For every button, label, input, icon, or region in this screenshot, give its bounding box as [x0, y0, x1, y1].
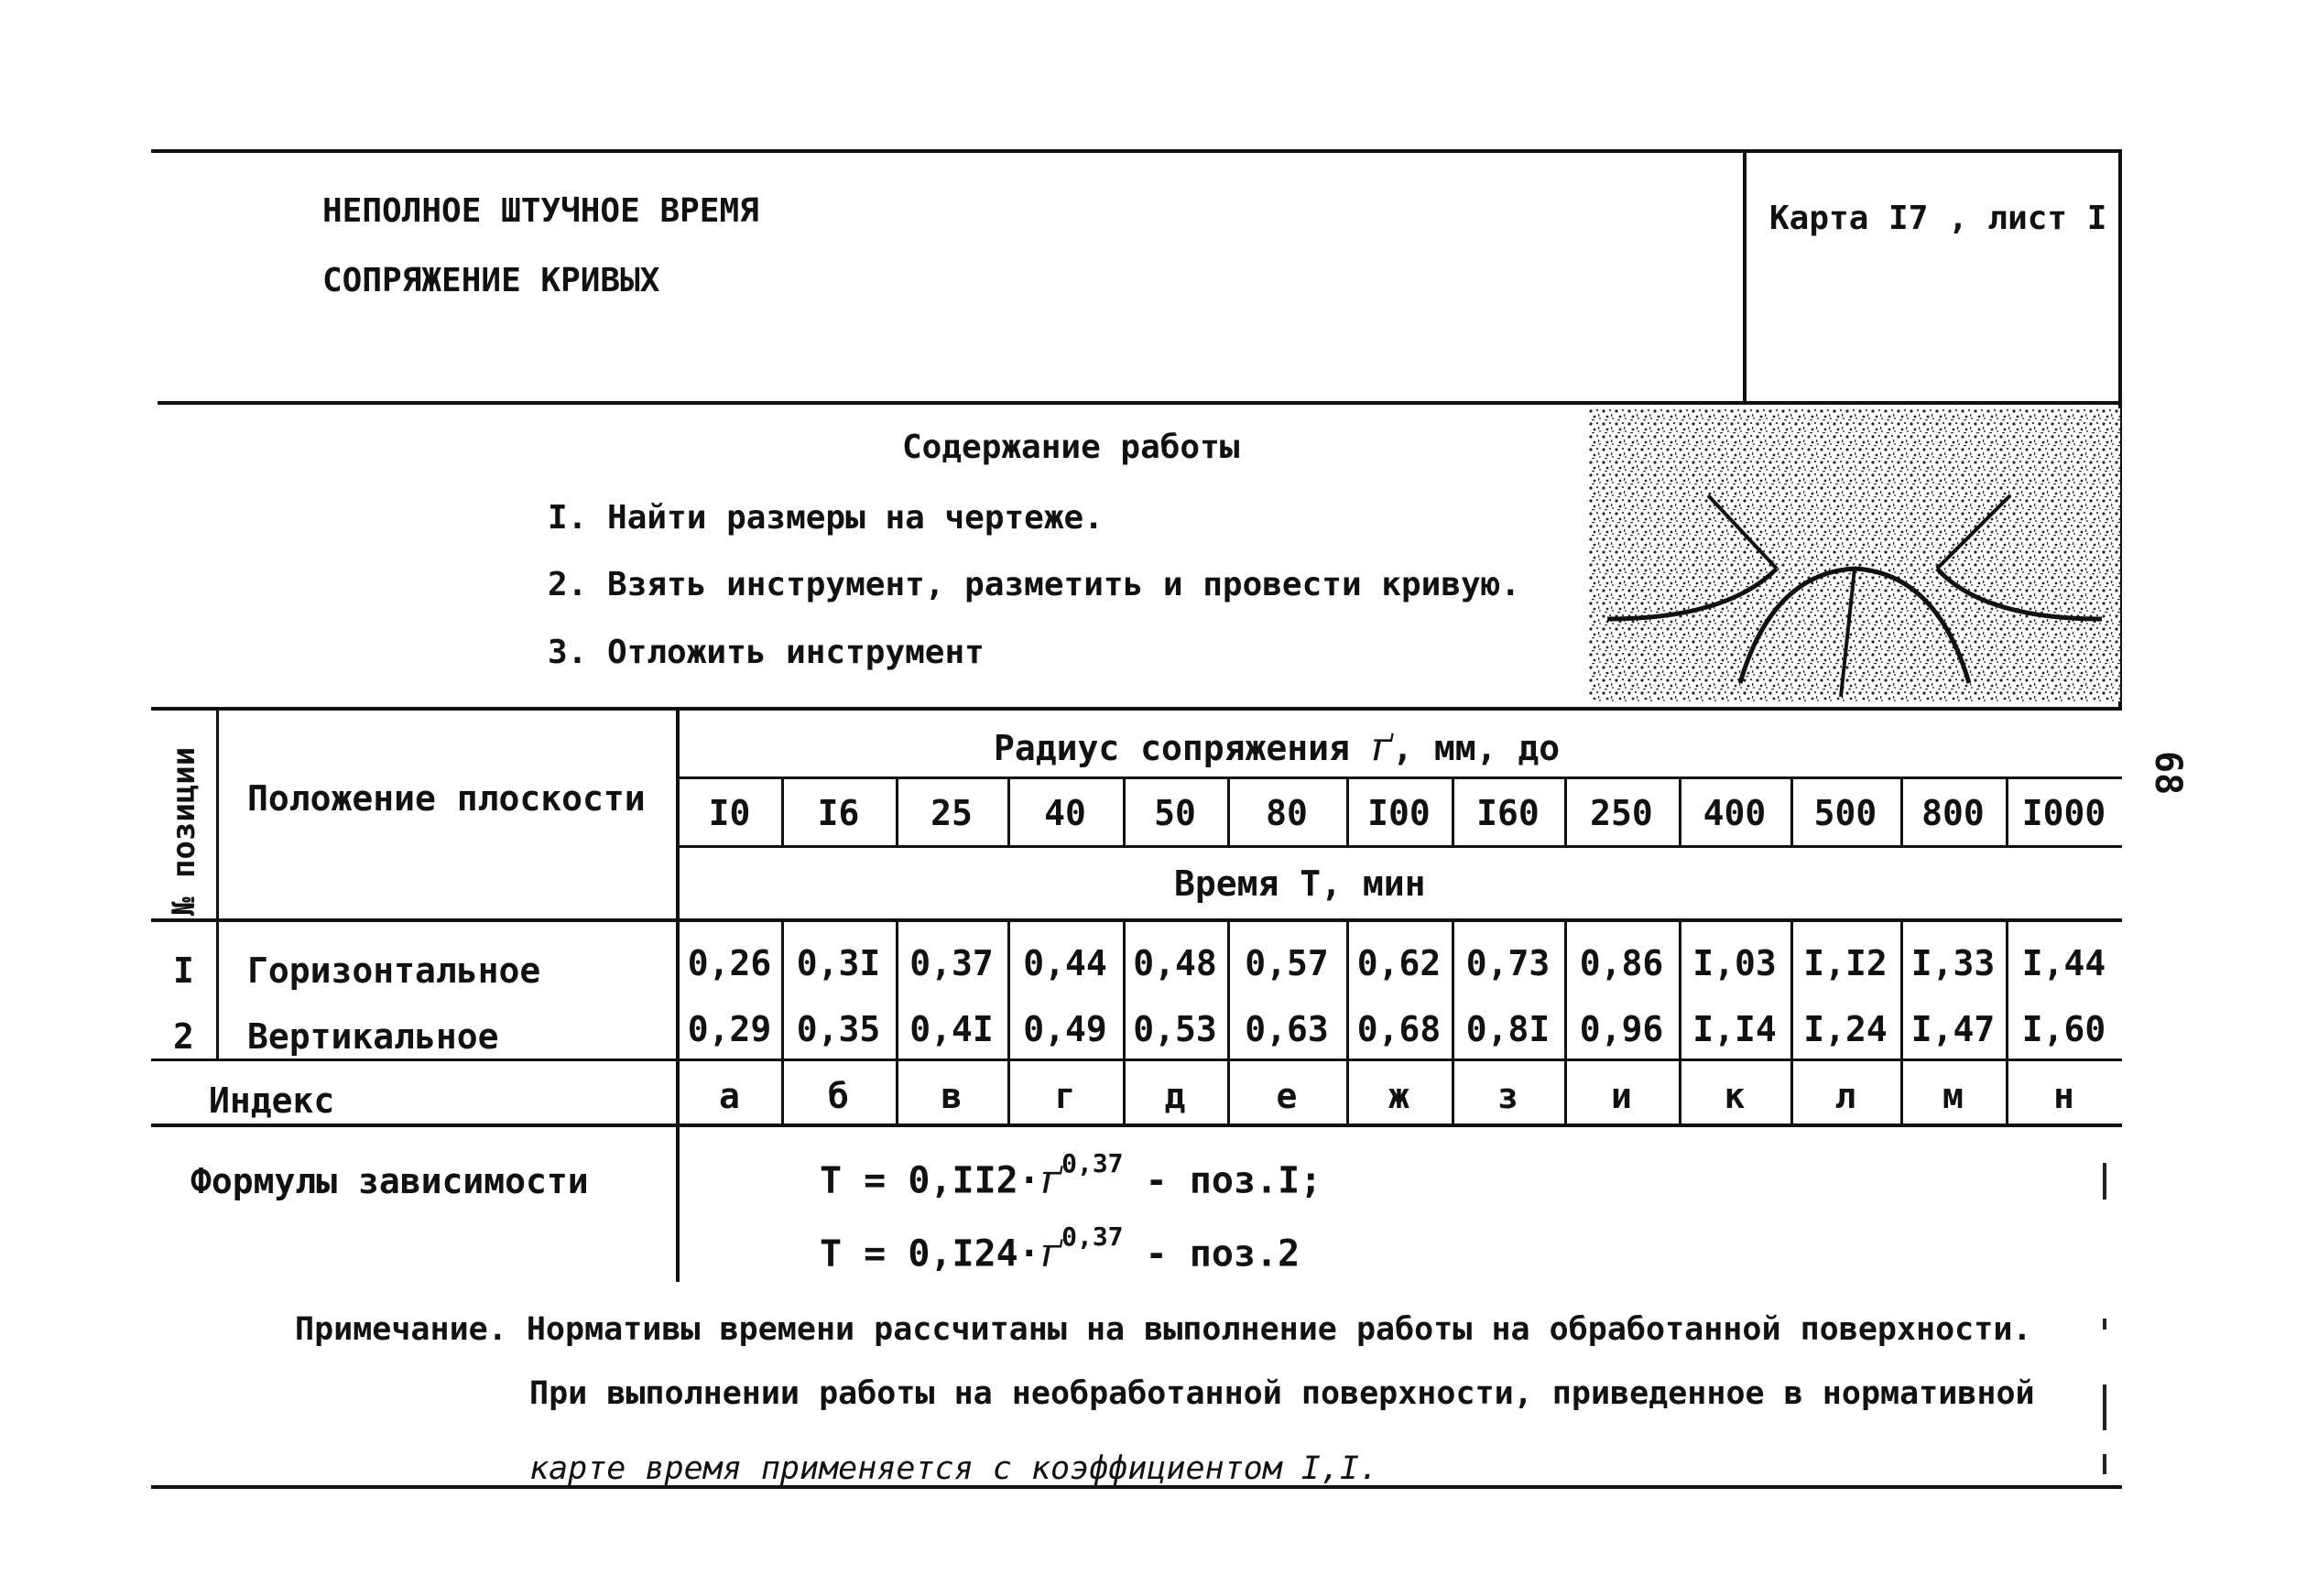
formula-1-exp: 0,37 [1061, 1148, 1124, 1178]
table-top-rule [151, 707, 2122, 711]
title-line-2: СОПРЯЖЕНИЕ КРИВЫХ [322, 262, 660, 299]
radius-value: 400 [1703, 793, 1767, 833]
position-column-header: № позиции [166, 746, 202, 916]
right-edge-dash [2103, 1454, 2106, 1474]
note-line-3: карте время применяется с коэффициентом I,I. [529, 1450, 1379, 1487]
time-value: 0,73 [1465, 943, 1551, 983]
radius-header-rule [678, 776, 2122, 779]
time-value: 0,26 [687, 943, 772, 983]
card-reference: Карта I7 , лист I [1769, 200, 2107, 237]
index-letter: б [828, 1076, 849, 1116]
time-value: 0,63 [1245, 1009, 1329, 1049]
time-value: 0,37 [909, 943, 994, 983]
page-number: 68 [2147, 751, 2189, 796]
radius-header [994, 723, 1560, 770]
step-2: 2. Взять инструмент, разметить и провести кривую. [548, 566, 1521, 603]
pos-col-divider [216, 707, 219, 1060]
index-letter: и [1611, 1076, 1632, 1116]
time-header-rule [151, 918, 2122, 922]
formulas-label: Формулы зависимости [190, 1161, 589, 1201]
time-header: Время Т, мин [1174, 863, 1426, 904]
radius-value: I6 [817, 793, 860, 833]
formula-2-r: ґ [1039, 1229, 1062, 1276]
time-value: 0,29 [687, 1009, 772, 1049]
index-letter: в [941, 1076, 963, 1116]
formula-1-r: ґ [1039, 1156, 1062, 1203]
note-line-1: Примечание. Нормативы времени рассчитаны на выполнение работы на обработанной поверхности. [295, 1311, 2032, 1348]
formula-1-prefix: Т = 0,II2· [820, 1159, 1040, 1202]
time-value: I,33 [1910, 943, 1996, 983]
formula-2-prefix: Т = 0,I24· [820, 1232, 1040, 1276]
time-value: I,24 [1803, 1009, 1888, 1049]
header-bottom-rule [158, 401, 2122, 405]
time-value: 0,49 [1023, 1009, 1107, 1049]
index-letter: е [1276, 1076, 1298, 1116]
step-3: 3. Отложить инструмент [548, 634, 985, 671]
right-edge-dash [2103, 1384, 2106, 1430]
index-letter: л [1834, 1076, 1856, 1116]
time-value: I,I2 [1803, 943, 1888, 983]
time-value: 0,4I [909, 1009, 994, 1049]
time-value: I,47 [1910, 1009, 1996, 1049]
index-label: Индекс [209, 1080, 335, 1121]
index-letter: м [1942, 1076, 1964, 1116]
radius-header-suffix: , мм, до [1392, 728, 1561, 768]
formula-1 [820, 1148, 1322, 1203]
time-value: 0,68 [1356, 1009, 1442, 1049]
index-letter: а [719, 1076, 740, 1116]
time-value: I,60 [2021, 1009, 2106, 1049]
note-line-2: При выполнении работы на необработанной поверхности, приведенное в нормативной [529, 1375, 2035, 1412]
time-value: 0,44 [1023, 943, 1107, 983]
radius-value: I000 [2021, 793, 2106, 833]
index-letter: н [2053, 1076, 2074, 1116]
time-value: 0,3I [796, 943, 881, 983]
index-letter: г [1054, 1076, 1076, 1116]
radius-value: 250 [1590, 793, 1653, 833]
plane-name: Вертикальное [247, 1016, 499, 1057]
position-number: 2 [173, 1016, 194, 1057]
time-value: I,44 [2021, 943, 2106, 983]
content-heading: Содержание работы [902, 429, 1240, 466]
formula-2-suffix: - поз.2 [1123, 1232, 1300, 1276]
radius-value: 40 [1044, 793, 1086, 833]
radius-value: I60 [1476, 793, 1540, 833]
time-value: 0,86 [1579, 943, 1664, 983]
time-value: 0,8I [1465, 1009, 1551, 1049]
radii-row-rule [678, 845, 2122, 848]
plane-column-header [247, 778, 646, 819]
curve-sketch [1589, 408, 2120, 701]
radius-value: 80 [1266, 793, 1308, 833]
index-letter: к [1724, 1076, 1746, 1116]
time-value: 0,53 [1133, 1009, 1217, 1049]
index-letter: з [1497, 1076, 1518, 1116]
formula-1-suffix: - поз.I; [1123, 1159, 1322, 1202]
plane-name: Горизонтальное [247, 950, 541, 991]
radius-value: 800 [1921, 793, 1985, 833]
radius-value: 25 [930, 793, 973, 833]
radius-value: 50 [1154, 793, 1196, 833]
title-line-1: НЕПОЛНОЕ ШТУЧНОЕ ВРЕМЯ [322, 192, 759, 230]
time-value: 0,35 [796, 1009, 881, 1049]
index-bottom-rule [151, 1124, 2122, 1127]
time-value: 0,57 [1245, 943, 1329, 983]
radius-symbol: ґ [1370, 723, 1393, 770]
formula-2 [820, 1221, 1300, 1276]
top-rule [151, 149, 2122, 153]
radius-value: I00 [1367, 793, 1431, 833]
values-bottom-rule [151, 1059, 2122, 1061]
index-letter: ж [1388, 1076, 1409, 1116]
plane-header-text: Положение плоскости [247, 778, 646, 819]
header-divider [1743, 149, 1747, 403]
right-edge-dash [2103, 1319, 2106, 1330]
position-number: I [173, 950, 194, 991]
right-edge-dash [2103, 1163, 2106, 1200]
radius-value: 500 [1813, 793, 1877, 833]
formula-2-exp: 0,37 [1061, 1221, 1124, 1252]
time-value: 0,62 [1356, 943, 1442, 983]
radius-value: I0 [708, 793, 751, 833]
step-1: I. Найти размеры на чертеже. [548, 499, 1104, 537]
time-value: I,03 [1692, 943, 1777, 983]
index-letter: д [1164, 1076, 1186, 1116]
time-value: 0,96 [1579, 1009, 1664, 1049]
time-value: I,I4 [1692, 1009, 1777, 1049]
time-value: 0,48 [1133, 943, 1217, 983]
radius-header-prefix: Радиус сопряжения [994, 728, 1350, 768]
